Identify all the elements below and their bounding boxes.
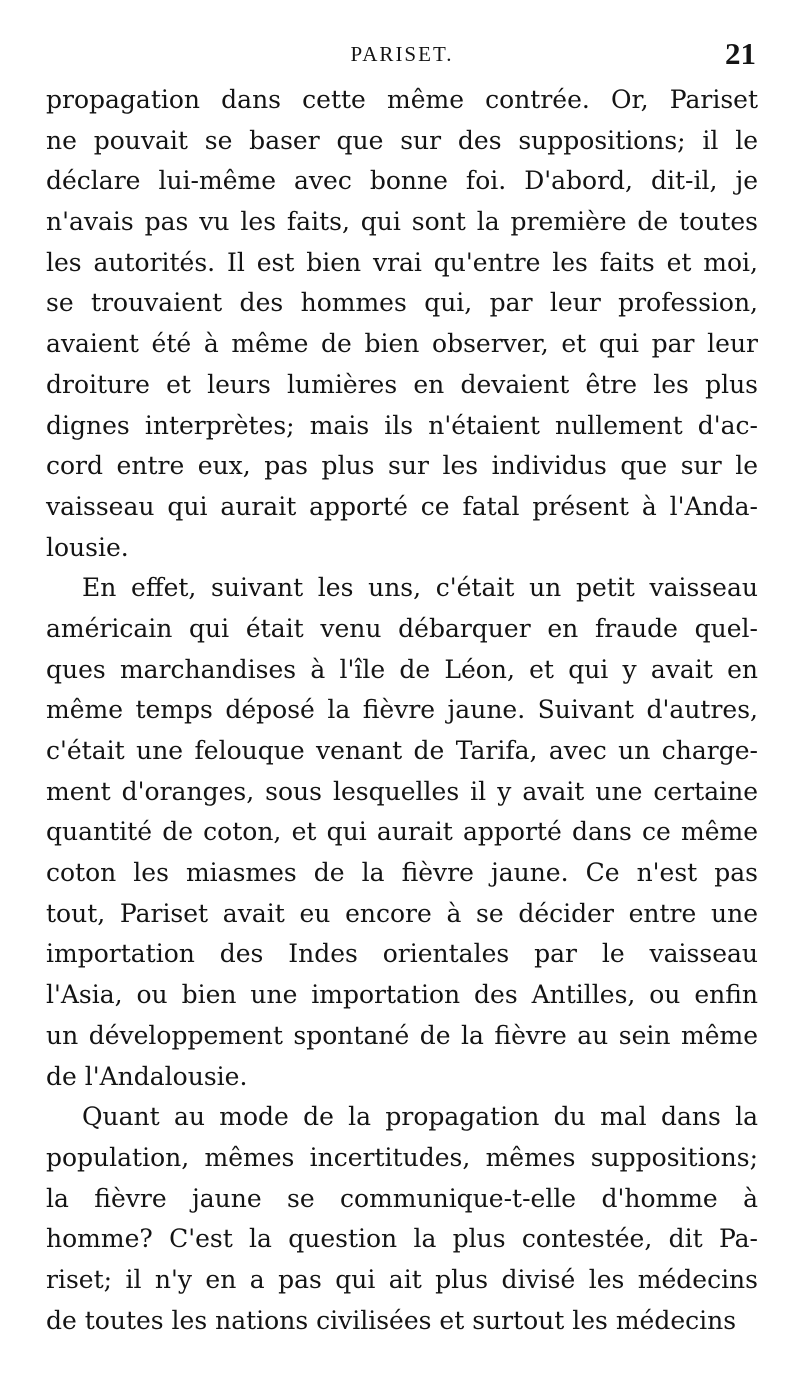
text-line: dignes interprètes; mais ils n'étaient nullement d'ac- — [46, 410, 758, 440]
text-line: américain qui était venu débarquer en fraude quel- — [46, 613, 758, 643]
text-line: même temps déposé la fièvre jaune. Suivant d'autres, — [46, 695, 758, 725]
text-line: se trouvaient des hommes qui, par leur profession, — [46, 288, 758, 318]
text-line: lousie. — [46, 532, 129, 562]
text-line: vaisseau qui aurait apporté ce fatal présent à l'Anda- — [46, 491, 758, 521]
running-title: PARISET. — [350, 42, 454, 66]
text-line: un développement spontané de la fièvre au sein même — [46, 1020, 758, 1050]
running-head — [46, 36, 758, 76]
text-line: droiture et leurs lumières en devaient être les plus — [46, 369, 758, 399]
text-line: cord entre eux, pas plus sur les individus que sur le — [46, 451, 758, 481]
text-line: propagation dans cette même contrée. Or, Pariset — [46, 85, 758, 114]
text-line: de toutes les nations civilisées et surtout les médecins — [46, 1305, 737, 1335]
text-line: la fièvre jaune se communique-t-elle d'homme à — [46, 1183, 758, 1213]
paragraph-start-line: Quant au mode de la propagation du mal dans la — [82, 1102, 758, 1132]
text-line: tout, Pariset avait eu encore à se décider entre une — [46, 898, 758, 928]
page-number: 21 — [725, 36, 756, 71]
text-line: population, mêmes incertitudes, mêmes suppositions; — [46, 1142, 758, 1172]
body-text — [46, 80, 758, 1341]
text-line: avaient été à même de bien observer, et qui par leur — [46, 329, 758, 359]
text-line: ques marchandises à l'île de Léon, et qui y avait en — [46, 654, 758, 684]
text-line: importation des Indes orientales par le vaisseau — [46, 939, 758, 969]
text-line: coton les miasmes de la fièvre jaune. Ce n'est pas — [46, 858, 758, 888]
text-line: c'était une felouque venant de Tarifa, avec un charge- — [46, 736, 758, 765]
text-line: riset; il n'y en a pas qui ait plus divisé les médecins — [46, 1264, 758, 1294]
paragraph-start-line: En effet, suivant les uns, c'était un petit vaisseau — [82, 573, 758, 603]
text-line: ne pouvait se baser que sur des suppositions; il le — [46, 125, 758, 155]
text-line: ment d'oranges, sous lesquelles il y avait une certaine — [46, 776, 758, 806]
text-line: les autorités. Il est bien vrai qu'entre les faits et moi, — [46, 247, 758, 277]
text-line: déclare lui-même avec bonne foi. D'abord, dit-il, je — [46, 166, 758, 196]
text-line: de l'Andalousie. — [46, 1061, 248, 1091]
text-line: quantité de coton, et qui aurait apporté dans ce même — [46, 817, 758, 847]
text-line: l'Asia, ou bien une importation des Antilles, ou enfin — [46, 980, 758, 1010]
text-line: n'avais pas vu les faits, qui sont la première de toutes — [46, 207, 758, 237]
text-line: homme? C'est la question la plus contestée, dit Pa- — [46, 1224, 758, 1254]
